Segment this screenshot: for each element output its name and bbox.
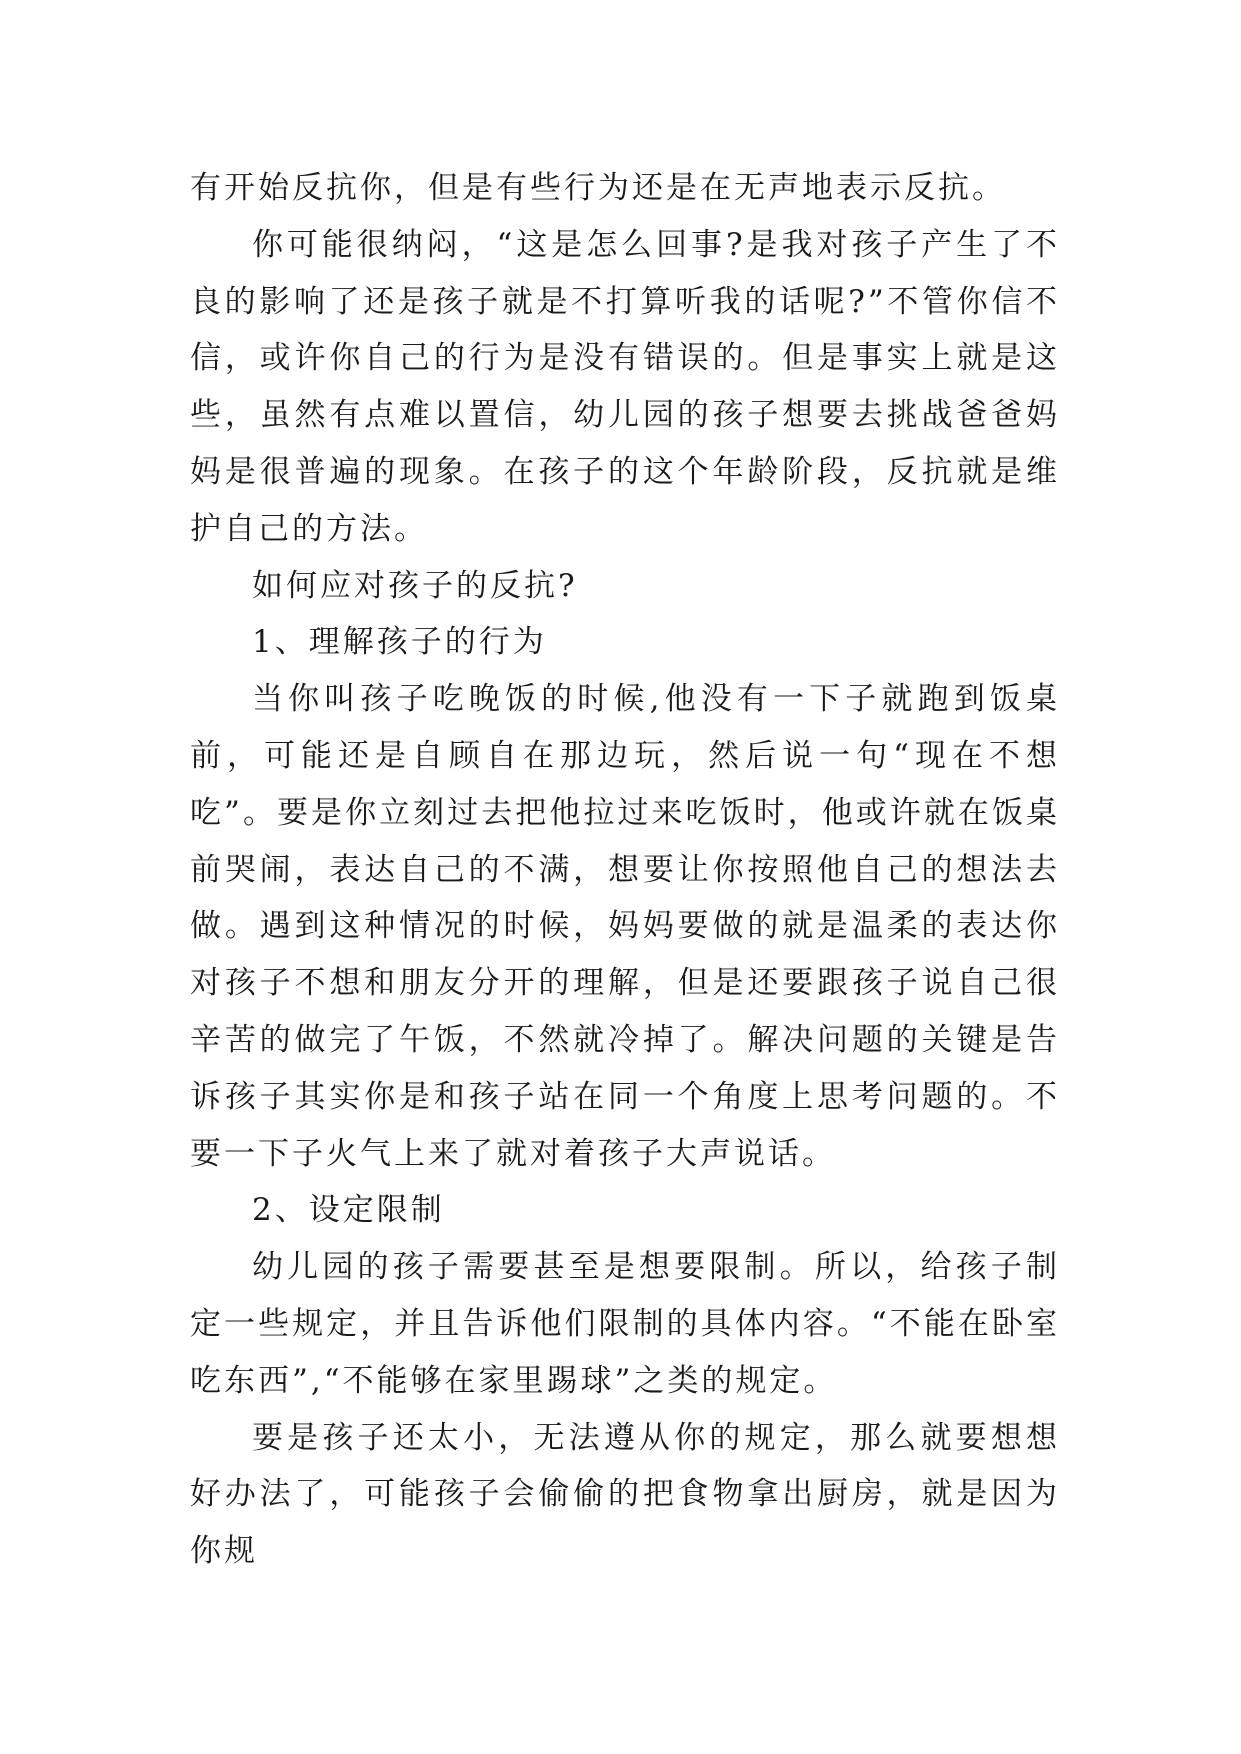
paragraph: 要是孩子还太小，无法遵从你的规定，那么就要想想好办法了，可能孩子会偷偷的把食物拿出厨房，就是因为你规 — [190, 1419, 1060, 1570]
paragraph: 幼儿园的孩子需要甚至是想要限制。所以，给孩子制定一些规定，并且告诉他们限制的具体内容。“不能在卧室吃东西”,“不能够在家里踢球”之类的规定。 — [190, 1249, 1060, 1399]
paragraph: 你可能很纳闷，“这是怎么回事?是我对孩子产生了不良的影响了还是孩子就是不打算听我的话呢?”不管你信不信，或许你自己的行为是没有错误的。但是事实上就是这些，虽然有点难以置信，幼儿园的孩子想要去挑战爸爸妈妈是很普遍的现象。在孩子的这个年龄阶段，反抗就是维护自己的方法。 — [190, 226, 1060, 547]
paragraph-continuation: 有开始反抗你，但是有些行为还是在无声地表示反抗。 — [190, 170, 1006, 206]
paragraph: 当你叫孩子吃晚饭的时候,他没有一下子就跑到饭桌前，可能还是自顾自在那边玩，然后说一句“现在不想吃”。要是你立刻过去把他拉过来吃饭时，他或许就在饭桌前哭闹，表达自己的不满，想要让你按照他自己的想法去做。遇到这种情况的时候，妈妈要做的就是温柔的表达你对孩子不想和朋友分开的理解，但是还要跟孩子说自己很辛苦的做完了午饭，不然就冷掉了。解决问题的关键是告诉孩子其实你是和孩子站在同一个角度上思考问题的。不要一下子火气上来了就对着孩子大声说话。 — [190, 681, 1060, 1172]
section-question: 如何应对孩子的反抗? — [252, 567, 578, 604]
section-heading-2: 2、设定限制 — [252, 1192, 445, 1229]
document-body — [190, 160, 1060, 1580]
section-heading-1: 1、理解孩子的行为 — [252, 624, 547, 661]
